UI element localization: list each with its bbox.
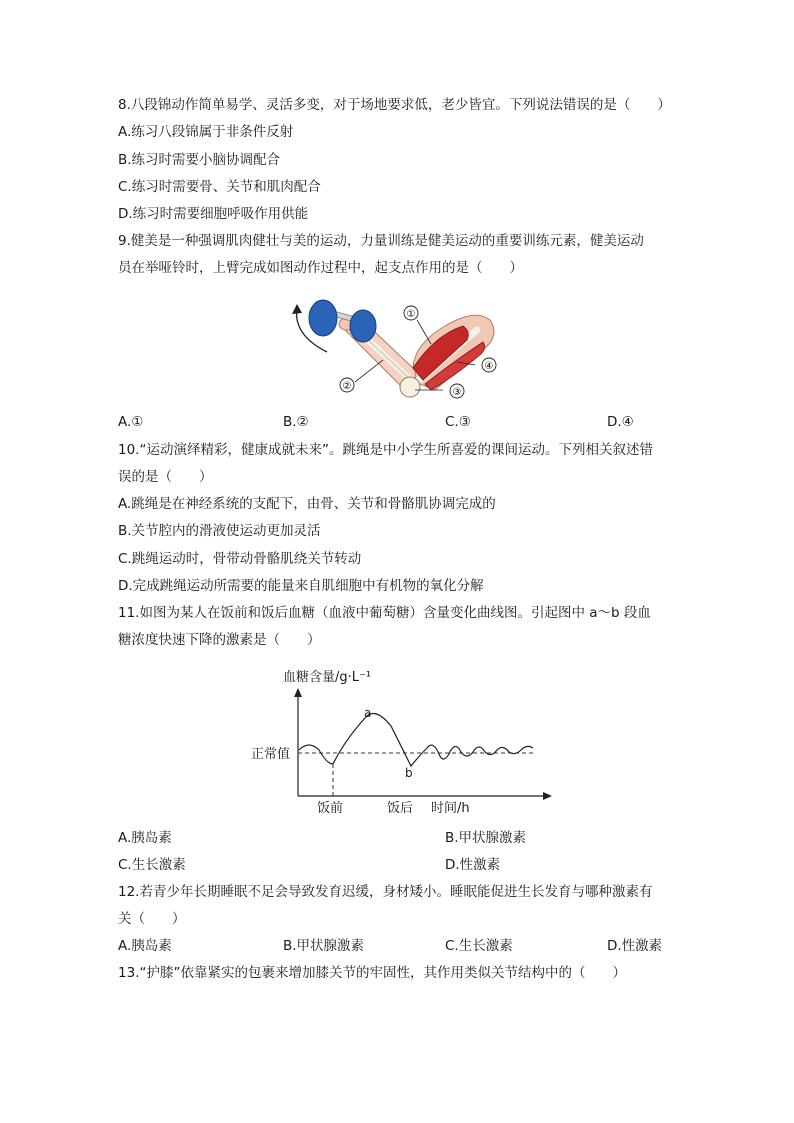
q9-option-c: C.③: [445, 414, 471, 430]
q12-option-d: D.性激素: [607, 938, 663, 954]
q11-stem-line2: 糖浓度快速下降的激素是（ ）: [118, 632, 321, 648]
q12-stem-line2: 关（ ）: [118, 911, 186, 927]
point-b-label: b: [405, 766, 413, 780]
q10-option-c: C.跳绳运动时，骨带动骨骼肌绕关节转动: [118, 551, 362, 567]
label-3: ③: [452, 387, 462, 398]
blood-sugar-chart: [245, 660, 565, 820]
q11-option-a: A.胰岛素: [118, 830, 172, 846]
q10-option-a: A.跳绳是在神经系统的支配下，由骨、关节和骨骼肌协调完成的: [118, 496, 496, 512]
blood-sugar-curve: [299, 714, 533, 767]
q12-option-a: A.胰岛素: [118, 938, 172, 954]
chart-y-label: 血糖含量/g·L⁻¹: [283, 670, 372, 685]
x-marker-after-meal: 饭后: [387, 801, 414, 816]
x-axis-arrow: [543, 792, 552, 800]
arm-muscle-figure: [285, 290, 505, 408]
q10-stem-line2: 误的是（ ）: [118, 469, 213, 485]
q10-option-b: B.关节腔内的滑液使运动更加灵活: [118, 523, 321, 539]
q10-option-d: D.完成跳绳运动所需要的能量来自肌细胞中有机物的氧化分解: [118, 578, 484, 594]
q11-option-d: D.性激素: [445, 857, 501, 873]
y-axis-arrow: [294, 688, 302, 697]
q8-option-d: D.练习时需要细胞呼吸作用供能: [118, 206, 309, 222]
label-1: ①: [406, 309, 416, 320]
chart-x-label: 时间/h: [431, 801, 470, 816]
q10-stem-line1: 10.“运动演绎精彩，健康成就未来”。跳绳是中小学生所喜爱的课间运动。下列相关叙述错: [118, 442, 653, 458]
q12-option-c: C.生长激素: [445, 938, 513, 954]
q9-stem-line1: 9.健美是一种强调肌肉健壮与美的运动，力量训练是健美运动的重要训练元素，健美运动: [118, 233, 644, 249]
q13-stem: 13.“护膝”依靠紧实的包裹来增加膝关节的牢固性，其作用类似关节结构中的（ ）: [118, 965, 626, 981]
q8-option-c: C.练习时需要骨、关节和肌肉配合: [118, 179, 321, 195]
q12-option-b: B.甲状腺激素: [283, 938, 365, 954]
q9-stem-line2: 员在举哑铃时，上臂完成如图动作过程中，起支点作用的是（ ）: [118, 260, 523, 276]
point-a-label: a: [364, 706, 372, 720]
q11-option-c: C.生长激素: [118, 857, 186, 873]
x-marker-before-meal: 饭前: [317, 801, 344, 816]
q8-option-b: B.练习时需要小脑协调配合: [118, 152, 281, 168]
q8-stem: 8.八段锦动作简单易学、灵活多变，对于场地要求低，老少皆宜。下列说法错误的是（ ）: [118, 97, 671, 113]
normal-value-label: 正常值: [251, 747, 291, 762]
q9-option-d: D.④: [607, 414, 634, 430]
label-2: ②: [342, 381, 352, 392]
q9-option-b: B.②: [283, 414, 309, 430]
q11-stem-line1: 11.如图为某人在饭前和饭后血糖（血液中葡萄糖）含量变化曲线图。引起图中 a～b 段血: [118, 605, 651, 621]
q8-option-a: A.练习八段锦属于非条件反射: [118, 124, 294, 140]
q12-stem-line1: 12.若青少年长期睡眠不足会导致发育迟缓，身材矮小。睡眠能促进生长发育与哪种激素有: [118, 884, 653, 900]
q11-option-b: B.甲状腺激素: [445, 830, 527, 846]
label-4: ④: [484, 361, 494, 372]
q9-option-a: A.①: [118, 414, 144, 430]
